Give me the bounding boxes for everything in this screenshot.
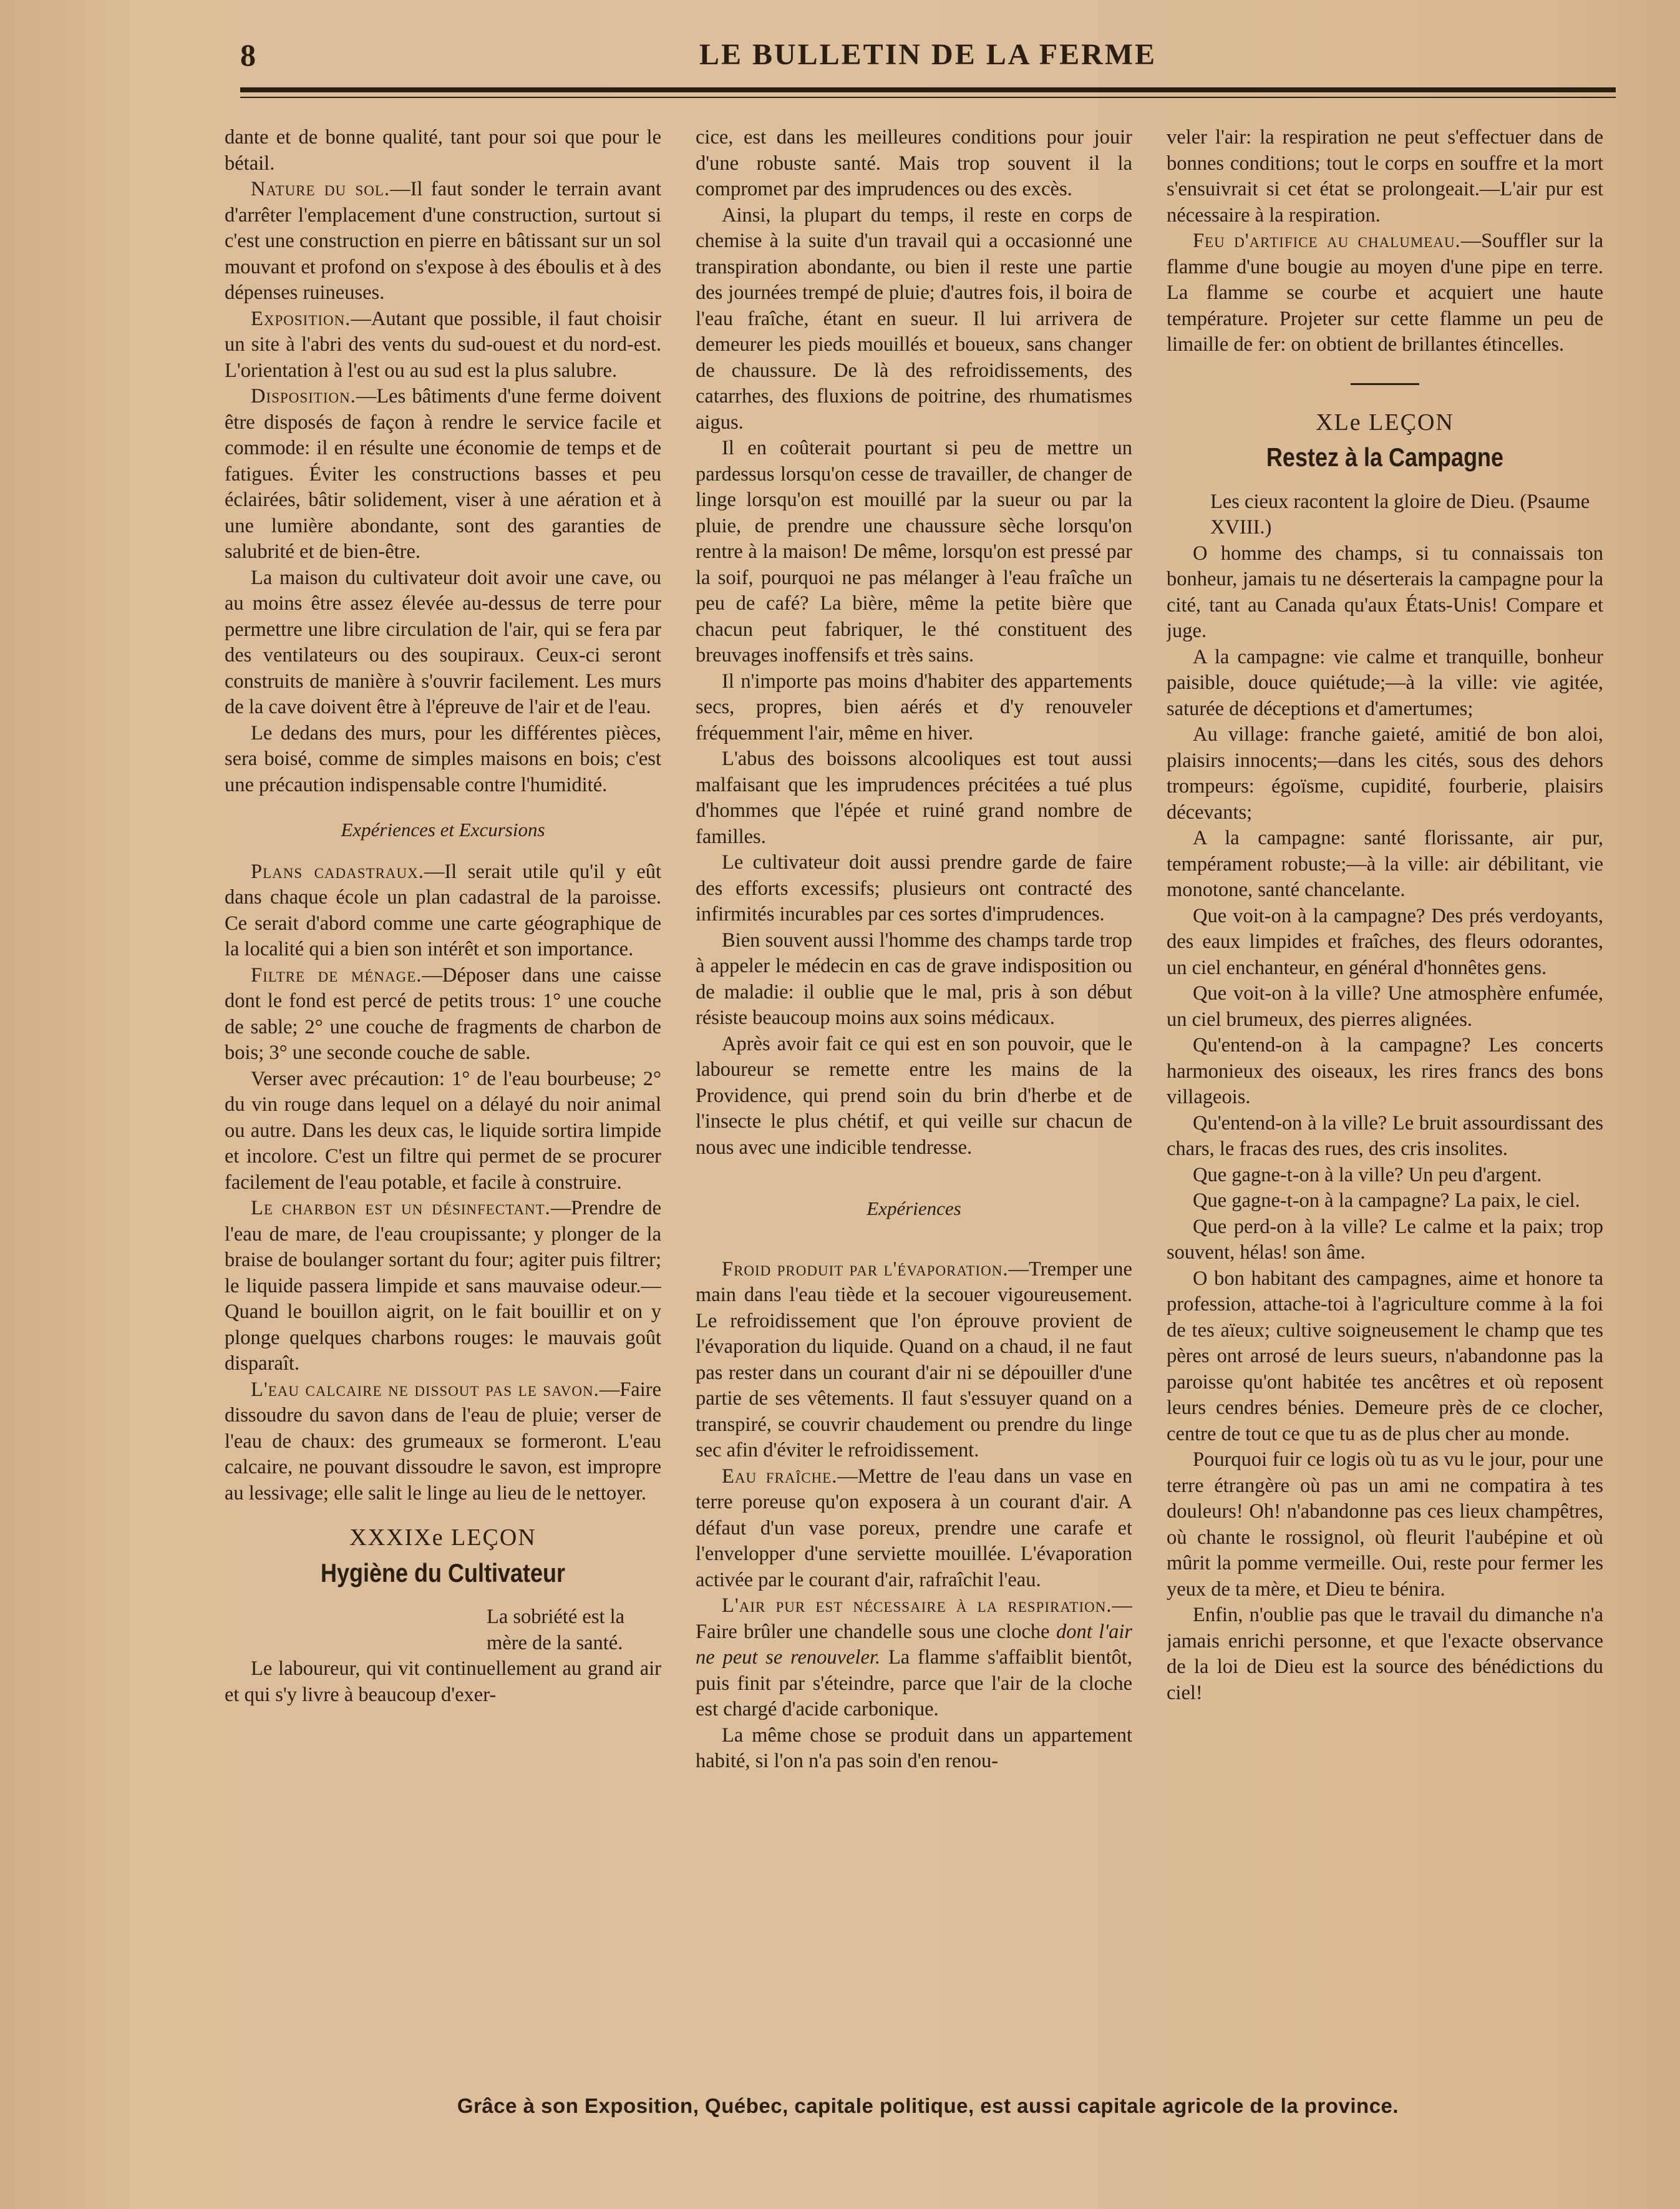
paragraph: dante et de bonne qualité, tant pour soi que pour le bétail.: [225, 126, 661, 175]
paragraph: Il n'importe pas moins d'habiter des appartements secs, propres, bien aérés et d'y renouveler fréquemment l'air, même en hiver.: [696, 670, 1132, 744]
section-head: Eau fraîche.: [722, 1465, 838, 1488]
header-rule: [240, 87, 1616, 92]
column-1: [225, 125, 661, 2072]
section-head: L'air pur est nécessaire à la respiration.: [722, 1594, 1112, 1617]
emphasis-text: dont l'air ne peut se renouveler.: [696, 1620, 1132, 1669]
section-head: Nature du sol.: [251, 178, 391, 200]
paragraph: Qu'entend-on à la ville? Le bruit assourdissant des chars, le fracas des rues, des cris insolites.: [1167, 1111, 1603, 1160]
lesson-title: Restez à la Campagne: [1266, 442, 1504, 472]
paragraph: A la campagne: vie calme et tranquille, bonheur paisible, douce quiétude;—à la ville: vie agitée, saturée de déceptions et d'amertumes;: [1167, 645, 1603, 720]
paragraph-text: —Faire dissoudre du savon dans de l'eau de pluie; verser de l'eau de chaux: des grumeaux se formeront. L'eau calcaire, ne pouvant dissoudre le savon, est impropre au lessivage; elle salit le linge au lieu de le nettoyer.: [225, 1378, 661, 1504]
paragraph: Verser avec précaution: 1° de l'eau bourbeuse; 2° du vin rouge dans lequel on a délayé du noir animal ou autre. Dans les deux cas, le liquide sortira limpide et incolore. C'est un filtre qui permet de se procurer facilement de l'eau potable, et facile à construire.: [225, 1067, 661, 1194]
epigraph: La sobriété est la mère de la santé.: [487, 1606, 625, 1654]
section-head: Le charbon est un désinfectant.: [251, 1197, 551, 1219]
paragraph: Que gagne-t-on à la campagne? La paix, le ciel.: [1193, 1189, 1580, 1212]
section-head: Filtre de ménage.: [251, 963, 422, 987]
lesson-number: XXXIXe LEÇON: [349, 1524, 537, 1551]
paragraph: La même chose se produit dans un appartement habité, si l'on n'a pas soin d'en renou-: [696, 1724, 1132, 1772]
header-rule-thin: [240, 97, 1616, 98]
paragraph-text: —Souffler sur la flamme d'une bougie au moyen d'une pipe en terre. La flamme se courbe et acquiert une haute température. Projeter sur cette flamme un peu de limaille de fer: on obtient de brillantes étincelles.: [1167, 230, 1603, 356]
column-3: [1167, 125, 1603, 2072]
paragraph: Que perd-on à la ville? Le calme et la paix; trop souvent, hélas! son âme.: [1167, 1215, 1603, 1264]
paragraph: L'abus des boissons alcooliques est tout aussi malfaisant que les imprudences précitées a tué plus d'hommes que l'épée et ruiné grand nombre de familles.: [696, 748, 1132, 848]
section-divider: [1351, 383, 1419, 385]
section-head: Plans cadastraux.: [251, 860, 424, 883]
lesson-title: Hygiène du Cultivateur: [320, 1558, 566, 1587]
paragraph: Que voit-on à la ville? Une atmosphère enfumée, un ciel brumeux, des pierres alignées.: [1167, 982, 1603, 1031]
paragraph: [225, 1377, 661, 1507]
paragraph-text: —Les bâtiments d'une ferme doivent être disposés de façon à rendre le service facile et commode: il en résulte une économie de temps et de fatigues. Éviter les constructions basses et peu éclairées, bâtir solidement, viser à une aération et à une lumière abondante, sont des garanties de salubrité et de bien-être.: [225, 385, 661, 563]
paragraph: [225, 177, 661, 306]
paragraph: O bon habitant des campagnes, aime et honore ta profession, attache-toi à l'agriculture comme à la foi de tes aïeux; cultive soigneusement le champ que tes pères ont arrosé de leurs sueurs, n'abandonne pas la paroisse qu'ont habitée tes ancêtres et où reposent leurs cendres bénies. Demeure près de ce clocher, centre de tout ce que tu as de plus cher au monde.: [1167, 1267, 1603, 1445]
paragraph: Bien souvent aussi l'homme des champs tarde trop à appeler le médecin en cas de grave indisposition ou de maladie: il oublie que le mal, pris à son début résiste beaucoup moins aux soins médicaux.: [696, 929, 1132, 1029]
paragraph: Le laboureur, qui vit continuellement au grand air et qui s'y livre à beaucoup d'exer-: [225, 1657, 661, 1706]
paragraph: veler l'air: la respiration ne peut s'effectuer dans de bonnes conditions; tout le corps en souffre et la mort s'ensuivrait si cet état se prolongeait.—L'air pur est nécessaire à la respiration.: [1167, 126, 1603, 227]
page-number: 8: [240, 37, 256, 72]
paragraph-text: La flamme s'affaiblit bientôt, puis finit par s'éteindre, parce que l'air de la cloche est chargé d'acide carbonique.: [696, 1646, 1132, 1720]
epigraph: Les cieux racontent la gloire de Dieu. (Psaume XVIII.): [1210, 490, 1590, 539]
paragraph: Il en coûterait pourtant si peu de mettre un pardessus lorsqu'on cesse de travailler, de changer de linge lorsqu'on est mouillé par la sueur ou par la pluie, de prendre une chaussure sèche lorsqu'on rentre à la maison! De même, lorsqu'on est pressé par la soif, pourquoi ne pas mélanger à l'eau fraîche un peu de café? La bière, même la petite bière que chacun peut fabriquer, le thé constituent des breuvages inoffensifs et très sains.: [696, 437, 1132, 666]
paragraph-text: —Tremper une main dans l'eau tiède et la secouer vigoureusement. Le refroidissement que l'on éprouve provient de l'évaporation du liquide. Quand on a chaud, il ne faut pas rester dans un courant d'air ni se dépouiller d'une partie de ses vêtements. Il faut s'essuyer quand on a transpiré, se couvrir chaudement ou prendre du linge sec afin d'éviter le refroidissement.: [696, 1257, 1132, 1461]
paragraph: [225, 306, 661, 384]
paragraph: Le dedans des murs, pour les différentes pièces, sera boisé, comme de simples maisons en bois; c'est une précaution indispensable contre l'humidité.: [225, 721, 661, 796]
page-header: [240, 30, 1616, 80]
lesson-number: XLe LEÇON: [1316, 409, 1454, 436]
paragraph: Que gagne-t-on à la ville? Un peu d'argent.: [1193, 1163, 1542, 1186]
paragraph: Après avoir fait ce qui est en son pouvoir, que le laboureur se remette entre les mains de la Providence, qui prend soin du brin d'herbe et de l'insecte le plus chétif, et qui veille sur chacun de nous avec une indicible tendresse.: [696, 1032, 1132, 1159]
paragraph: [1167, 228, 1603, 358]
paragraph: [696, 1593, 1132, 1723]
column-2: [696, 125, 1132, 2072]
paragraph: La maison du cultivateur doit avoir une cave, ou au moins être assez élevée au-dessus de terre pour permettre une libre circulation de l'air, qui se fera par des ventilateurs ou des soupiraux. Ceux-ci seront construits de manière à s'ouvrir facilement. Les murs de la cave doivent être à l'épreuve de l'air et de l'eau.: [225, 566, 661, 718]
paragraph: Enfin, n'oublie pas que le travail du dimanche n'a jamais enrichi personne, et que l'exacte observance de la loi de Dieu est la source des bénédictions du ciel!: [1167, 1604, 1603, 1704]
paragraph-text: —Il faut sonder le terrain avant d'arrêter l'emplacement d'une construction, surtout si c'est une construction en pierre en bâtissant sur un sol mouvant et profond on s'expose à des éboulis et à des dépenses ruineuses.: [225, 178, 661, 304]
paragraph: A la campagne: santé florissante, air pur, tempérament robuste;—à la ville: air débilitant, vie monotone, santé chancelante.: [1167, 827, 1603, 901]
section-head: Feu d'artifice au chalumeau.: [1193, 230, 1461, 252]
paragraph: [225, 384, 661, 565]
subheading: Expériences et Excursions: [341, 819, 545, 841]
paragraph-text: —Autant que possible, il faut choisir un site à l'abri des vents du sud-ouest et du nord-est. L'orientation à l'est ou au sud est la plus salubre.: [225, 307, 661, 382]
paragraph: [696, 1257, 1132, 1464]
section-head: Exposition.: [251, 307, 351, 330]
subheading: Expériences: [867, 1197, 961, 1219]
paragraph: O homme des champs, si tu connaissais ton bonheur, jamais tu ne déserterais la campagne pour la cité, tant au Canada qu'aux États-Unis! Compare et juge.: [1167, 542, 1603, 642]
paragraph: [225, 1196, 661, 1377]
newspaper-title: LE BULLETIN DE LA FERME: [699, 38, 1157, 71]
section-head: Froid produit par l'évaporation.: [722, 1257, 1009, 1280]
section-head: Disposition.: [251, 385, 356, 407]
paragraph-text: —Faire brûler une chandelle sous une cloche: [696, 1594, 1132, 1643]
paragraph: [225, 859, 661, 963]
paragraph: [696, 1464, 1132, 1594]
paragraph: cice, est dans les meilleures conditions pour jouir d'une robuste santé. Mais trop souvent il la compromet par des imprudences ou des excès.: [696, 126, 1132, 200]
paragraph: Qu'entend-on à la campagne? Les concerts harmonieux des oiseaux, les rires francs des bons villageois.: [1167, 1034, 1603, 1108]
paragraph: Pourquoi fuir ce logis où tu as vu le jour, pour une terre étrangère où pas un ami ne compatira à tes douleurs! Oh! n'abandonne pas ces lieux champêtres, où chante le rossignol, où fleurit l'aubépine et où mûrit la pomme vermeille. Oui, reste pour fermer les yeux de ta mère, et Dieu te bénira.: [1167, 1448, 1603, 1601]
paragraph: Ainsi, la plupart du temps, il reste en corps de chemise à la suite d'un travail qui a occasionné une transpiration abondante, ou bien il reste une partie des journées trempé de pluie; d'autres fois, il boira de l'eau fraîche, étant en sueur. Il lui arrivera de demeurer les pieds mouillés et boueux, sans changer de chaussure. De là des refroidissements, des catarrhes, des fluxions de poitrine, des rhumatismes aigus.: [696, 203, 1132, 434]
paragraph: Au village: franche gaieté, amitié de bon aloi, plaisirs innocents;—dans les cités, sous des dehors trompeurs: égoïsme, cupidité, fourberie, plaisirs décevants;: [1167, 723, 1603, 824]
footer-slogan: Grâce à son Exposition, Québec, capitale politique, est aussi capitale agricole de la province.: [457, 2094, 1399, 2117]
paragraph-text: —Il serait utile qu'il y eût dans chaque école un plan cadastral de la paroisse. Ce serait d'abord comme une carte géographique de la localité qui a bien son intérêt et son importance.: [225, 860, 661, 960]
paragraph: [225, 963, 661, 1066]
paragraph: Que voit-on à la campagne? Des prés verdoyants, des eaux limpides et fraîches, des fleurs odorantes, un ciel enchanteur, en général d'honnêtes gens.: [1167, 904, 1603, 979]
paragraph: Le cultivateur doit aussi prendre garde de faire des efforts excessifs; plusieurs ont contracté des infirmités incurables par ces sortes d'imprudences.: [696, 851, 1132, 925]
section-head: L'eau calcaire ne dissout pas le savon.: [251, 1378, 600, 1401]
paragraph-text: —Déposer dans une caisse dont le fond est percé de petits trous: 1° une couche de sable; 2° une couche de fragments de charbon de bois; 3° une seconde couche de sable.: [225, 963, 661, 1064]
paragraph-text: —Mettre de l'eau dans un vase en terre poreuse qu'on exposera à un courant d'air. A défaut d'un vase poreux, prendre une carafe et l'envelopper d'une serviette mouillée. L'évaporation activée par le courant d'air, rafraîchit l'eau.: [696, 1465, 1132, 1591]
paragraph-text: —Prendre de l'eau de mare, de l'eau croupissante; y plonger de la braise de boulanger sortant du four; agiter puis filtrer; le liquide passera limpide et sans mauvaise odeur.—Quand le bouillon aigrit, on le fait bouillir et on y plonge quelques charbons rouges: le mauvais goût disparaît.: [225, 1197, 661, 1375]
